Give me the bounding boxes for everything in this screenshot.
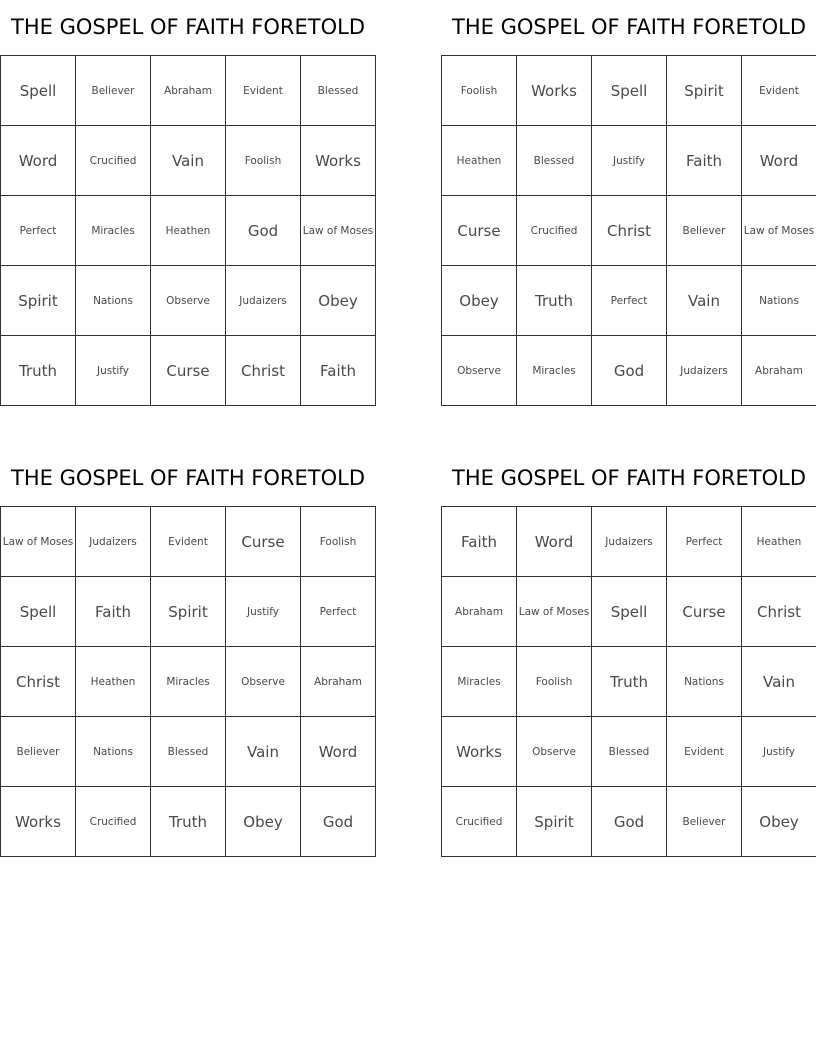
bingo-cell: Observe <box>226 647 301 717</box>
bingo-cell: God <box>301 787 376 857</box>
bingo-cell: Justify <box>592 126 667 196</box>
bingo-cell: Law of Moses <box>742 196 816 266</box>
bingo-cell: Observe <box>442 336 517 406</box>
bingo-cell: God <box>592 787 667 857</box>
bingo-cell: Blessed <box>517 126 592 196</box>
bingo-card-2 <box>441 0 816 406</box>
bingo-cell: Faith <box>667 126 742 196</box>
bingo-grid <box>441 506 816 857</box>
bingo-cell: God <box>226 196 301 266</box>
bingo-cell: Works <box>442 717 517 787</box>
bingo-cell: Curse <box>667 577 742 647</box>
bingo-cell: Obey <box>742 787 816 857</box>
bingo-card-4 <box>441 451 816 857</box>
bingo-cell: Abraham <box>442 577 517 647</box>
bingo-cell: Works <box>517 56 592 126</box>
bingo-cell: Truth <box>1 336 76 406</box>
bingo-cell: Judaizers <box>226 266 301 336</box>
bingo-cell: Perfect <box>592 266 667 336</box>
bingo-cell: Spell <box>592 56 667 126</box>
bingo-cell: Works <box>301 126 376 196</box>
bingo-cell: Heathen <box>742 507 816 577</box>
bingo-cell: Faith <box>301 336 376 406</box>
bingo-cell: Judaizers <box>592 507 667 577</box>
bingo-cell: Word <box>1 126 76 196</box>
bingo-cell: Foolish <box>226 126 301 196</box>
bingo-cell: Perfect <box>1 196 76 266</box>
card-title: THE GOSPEL OF FAITH FORETOLD <box>452 466 806 490</box>
bingo-cell: Law of Moses <box>517 577 592 647</box>
bingo-cell: Foolish <box>301 507 376 577</box>
bingo-cell: Perfect <box>301 577 376 647</box>
bingo-cell: Nations <box>76 266 151 336</box>
bingo-cell: Spirit <box>1 266 76 336</box>
bingo-cell: Vain <box>742 647 816 717</box>
bingo-cell: Word <box>742 126 816 196</box>
bingo-cell: Christ <box>226 336 301 406</box>
bingo-cell: Word <box>517 507 592 577</box>
bingo-cell: Abraham <box>742 336 816 406</box>
bingo-cell: Blessed <box>592 717 667 787</box>
bingo-cell: Curse <box>442 196 517 266</box>
card-title: THE GOSPEL OF FAITH FORETOLD <box>452 15 806 39</box>
bingo-cell: Observe <box>151 266 226 336</box>
bingo-cell: Blessed <box>301 56 376 126</box>
bingo-cell: Evident <box>742 56 816 126</box>
bingo-cell: Blessed <box>151 717 226 787</box>
bingo-cell: Perfect <box>667 507 742 577</box>
bingo-cell: Observe <box>517 717 592 787</box>
bingo-cell: Faith <box>442 507 517 577</box>
bingo-cell: Vain <box>667 266 742 336</box>
bingo-cell: Spirit <box>517 787 592 857</box>
bingo-cell: Curse <box>151 336 226 406</box>
bingo-cell: Abraham <box>301 647 376 717</box>
bingo-cell: Vain <box>226 717 301 787</box>
bingo-cell: Abraham <box>151 56 226 126</box>
bingo-cell: Believer <box>76 56 151 126</box>
bingo-cell: Believer <box>1 717 76 787</box>
bingo-card-1 <box>0 0 376 406</box>
bingo-cell: Spell <box>592 577 667 647</box>
bingo-cell: Spirit <box>667 56 742 126</box>
bingo-cell: Nations <box>667 647 742 717</box>
bingo-cell: Crucified <box>442 787 517 857</box>
bingo-cell: Christ <box>592 196 667 266</box>
bingo-cell: Truth <box>517 266 592 336</box>
bingo-cell: Spirit <box>151 577 226 647</box>
bingo-cell: God <box>592 336 667 406</box>
bingo-cell: Heathen <box>151 196 226 266</box>
bingo-cell: Faith <box>76 577 151 647</box>
bingo-cell: Heathen <box>442 126 517 196</box>
bingo-cell: Crucified <box>76 126 151 196</box>
bingo-cell: Nations <box>742 266 816 336</box>
bingo-cell: Heathen <box>76 647 151 717</box>
bingo-cell: Foolish <box>517 647 592 717</box>
bingo-cell: Christ <box>742 577 816 647</box>
bingo-cell: Believer <box>667 196 742 266</box>
bingo-cell: Word <box>301 717 376 787</box>
card-title: THE GOSPEL OF FAITH FORETOLD <box>11 15 365 39</box>
bingo-cell: Judaizers <box>667 336 742 406</box>
bingo-cell: Justify <box>226 577 301 647</box>
bingo-cell: Law of Moses <box>1 507 76 577</box>
bingo-grid <box>441 55 816 406</box>
bingo-cell: Curse <box>226 507 301 577</box>
bingo-cell: Crucified <box>76 787 151 857</box>
bingo-cell: Law of Moses <box>301 196 376 266</box>
bingo-cell: Spell <box>1 56 76 126</box>
bingo-cell: Obey <box>442 266 517 336</box>
bingo-cell: Christ <box>1 647 76 717</box>
bingo-cell: Evident <box>226 56 301 126</box>
bingo-cell: Evident <box>667 717 742 787</box>
bingo-card-3 <box>0 451 376 857</box>
card-title: THE GOSPEL OF FAITH FORETOLD <box>11 466 365 490</box>
bingo-cell: Nations <box>76 717 151 787</box>
bingo-cell: Obey <box>301 266 376 336</box>
bingo-cell: Evident <box>151 507 226 577</box>
bingo-cell: Justify <box>76 336 151 406</box>
bingo-cell: Miracles <box>151 647 226 717</box>
bingo-cell: Truth <box>151 787 226 857</box>
bingo-cell: Miracles <box>442 647 517 717</box>
bingo-cell: Judaizers <box>76 507 151 577</box>
bingo-cell: Truth <box>592 647 667 717</box>
bingo-cell: Believer <box>667 787 742 857</box>
bingo-cell: Obey <box>226 787 301 857</box>
bingo-cell: Works <box>1 787 76 857</box>
bingo-cell: Crucified <box>517 196 592 266</box>
bingo-grid <box>0 55 376 406</box>
bingo-grid <box>0 506 376 857</box>
bingo-cell: Miracles <box>76 196 151 266</box>
bingo-cell: Foolish <box>442 56 517 126</box>
bingo-cell: Spell <box>1 577 76 647</box>
bingo-cell: Justify <box>742 717 816 787</box>
bingo-cell: Miracles <box>517 336 592 406</box>
bingo-cell: Vain <box>151 126 226 196</box>
